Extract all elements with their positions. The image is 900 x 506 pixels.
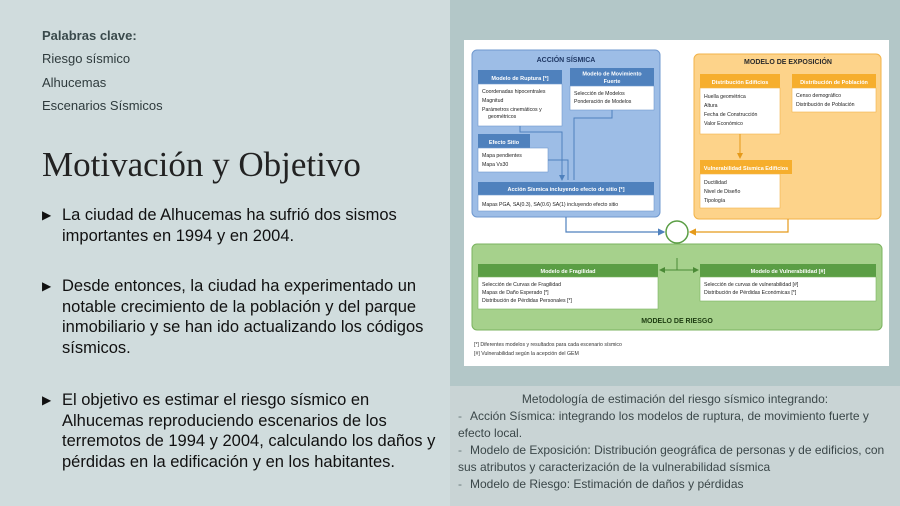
bullet-item [42,205,442,246]
vulnerabilidad-item: Ductilidad [704,180,727,186]
sitio-item: Mapa pendientes [482,153,522,159]
vulnerabilidad-item: Tipología [704,198,726,204]
poblacion-item: Censo demográfico [796,93,841,99]
caption-line: - Modelo de Riesgo: Estimación de daños y pérdidas [458,477,744,491]
edificios-title: Distribución Edificios [711,80,769,86]
poblacion-box [792,88,876,112]
methodology-diagram [464,40,889,366]
ruptura-item: Coordenadas hipocentrales [482,89,546,95]
keywords-title: Palabras clave: [42,28,137,43]
ruptura-title: Modelo de Ruptura [*] [491,76,549,82]
incl-item: Mapas PGA, SA(0.3), SA(0.6) SA(1) incluyendo efecto sitio [482,202,619,208]
movimiento-item: Selección de Modelos [574,91,625,97]
fragilidad-item: Mapas de Daño Esperado [*] [482,290,549,296]
accion-sismica-title: ACCIÓN SÍSMICA [536,57,596,64]
caption-line-text: Modelo de Riesgo: Estimación de daños y pérdidas [470,477,744,491]
movimiento-item: Ponderación de Modelos [574,99,632,105]
edificios-item: Huella geométrica [704,94,746,100]
movimiento-title: Modelo de Movimiento [582,71,642,78]
sitio-item: Mapa Vs30 [482,162,509,168]
integration-node [666,221,688,243]
fragilidad-item: Selección de Curvas de Fragilidad [482,282,562,288]
fragilidad-title: Modelo de Fragilidad [540,269,596,275]
incl-title: Acción Sísmica incluyendo efecto de sitio [*] [507,187,625,193]
fragilidad-item: Distribución de Pérdidas Personales [*] [482,298,572,304]
keyword-item: Escenarios Sísmicos [42,98,163,113]
ruptura-item: geométricos [488,114,517,120]
ruptura-item: Parámetros cinemáticos y [482,107,542,113]
bullet-text: La ciudad de Alhucemas ha sufrió dos sismos importantes en 1994 y en 2004. [62,206,397,245]
vulnerabilidad-title: Vulnerabilidad Sísmica Edificios [703,166,789,172]
sitio-box [478,148,548,172]
caption-line: - Modelo de Exposición: Distribución geográfica de personas y de edificios, con sus atributos y caracterización de la vulnerabilidad sísmica [458,443,885,474]
ruptura-item: Magnitud [482,98,504,104]
exposicion-title: MODELO DE EXPOSICIÓN [744,59,832,66]
bullet-text: El objetivo es estimar el riesgo sísmico en Alhucemas reproduciendo escenarios de los terremotos de 1994 y 2004, calculando los daños y pérdidas en la edificación y en los habitantes. [62,391,436,471]
bullet-triangle-icon: ▶ [42,208,52,222]
vulmod-box [700,277,876,301]
page-title: Motivación y Objetivo [42,145,361,184]
keyword-item: Alhucemas [42,75,107,90]
vulmod-item: Distribución de Pérdidas Económicas [*] [704,290,797,296]
keyword-item: Riesgo sísmico [42,51,131,66]
caption-title: Metodología de estimación del riesgo sísmico integrando: [521,392,829,406]
riesgo-title: MODELO DE RIESGO [641,318,713,325]
vulmod-item: Selección de curvas de vulnerabilidad [#] [704,282,799,288]
diagram-note: [*] Diferentes modelos y resultados para cada escenario sísmico [474,342,622,348]
poblacion-item: Distribución de Población [796,102,855,108]
bullet-text: Desde entonces, la ciudad ha experimentado un notable crecimiento de la población y del parque inmobiliario y se han ido actualizando los códigos sísmicos. [62,277,424,357]
edificios-item: Valor Económico [704,121,743,127]
movimiento-title: Fuerte [603,79,621,85]
movimiento-box [570,86,654,110]
bullet-triangle-icon: ▶ [42,393,52,407]
vulmod-title: Modelo de Vulnerabilidad [#] [750,269,826,275]
bullet-item [42,276,442,358]
sitio-title: Efecto Sitio [488,140,520,146]
bullet-item [42,390,442,472]
caption-line-text: Modelo de Exposición: Distribución geográfica de personas y de edificios, con sus atributos y caracterización de la vulnerabilidad sísmica [458,443,885,474]
vulnerabilidad-item: Nivel de Diseño [704,189,741,195]
bullet-triangle-icon: ▶ [42,279,52,293]
diagram-note: [#] Vulnerabilidad según la acepción del GEM [474,351,579,357]
edificios-item: Altura [704,103,718,109]
poblacion-title: Distribución de Población [800,80,868,86]
caption-line: - Acción Sísmica: integrando los modelos de ruptura, de movimiento fuerte y efecto local. [458,409,869,440]
caption-line-text: Acción Sísmica: integrando los modelos de ruptura, de movimiento fuerte y efecto local. [458,409,869,440]
figure-caption [450,386,900,506]
edificios-item: Fecha de Construcción [704,112,758,118]
